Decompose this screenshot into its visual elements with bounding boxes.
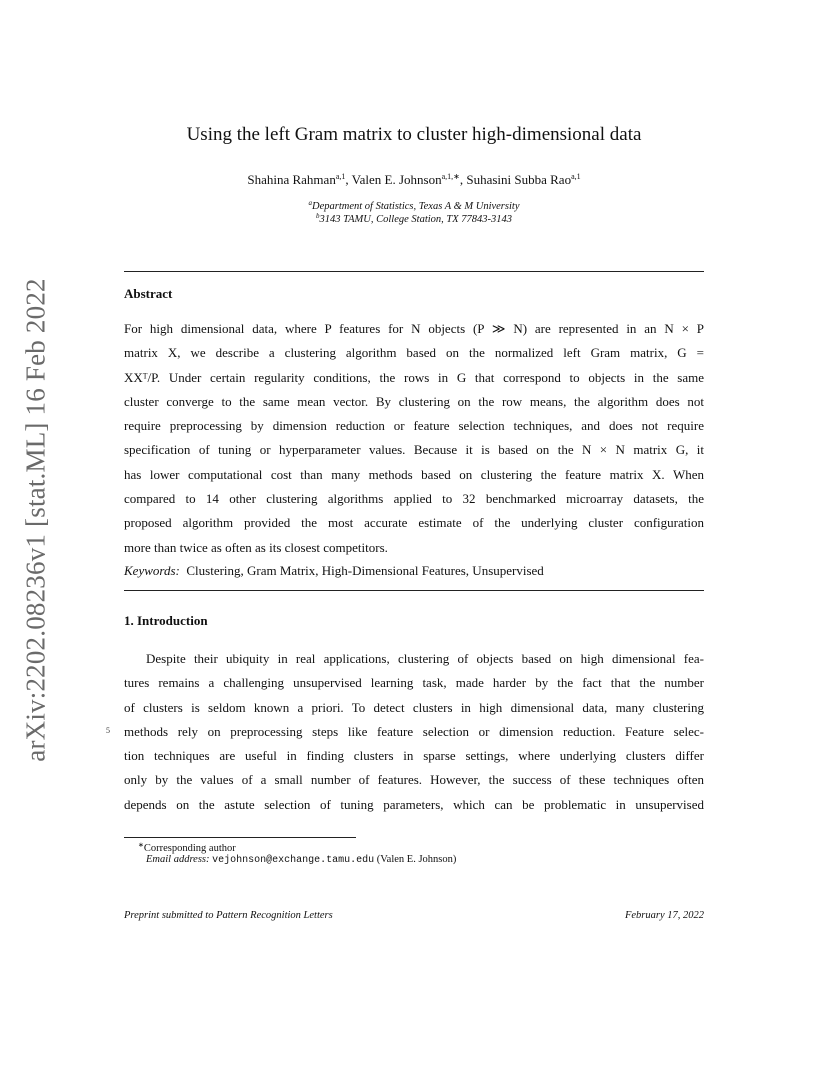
intro-line: tures remains a challenging unsupervised learning task, made harder by the fact that the number — [124, 675, 704, 691]
abstract-bottom-rule — [124, 590, 704, 591]
keywords-list: Clustering, Gram Matrix, High-Dimensional Features, Unsupervised — [186, 563, 544, 578]
preprint-date: February 17, 2022 — [624, 910, 704, 921]
abstract-line: specification of tuning or hyperparameter values. Because it is based on the N × N matrix G, it — [124, 442, 704, 458]
intro-line: methods rely on preprocessing steps like feature selection or dimension reduction. Feature selec- — [124, 723, 704, 739]
abstract-line: proposed algorithm provided the most accurate estimate of the underlying cluster configuration — [124, 515, 704, 531]
affiliation-mark: b — [315, 212, 320, 220]
line-number: 5 — [106, 726, 110, 735]
abstract-line: XXᵀ/P. Under certain regularity conditions, the rows in G that correspond to objects in the same — [124, 369, 704, 385]
affiliation-line — [0, 199, 828, 212]
author-name: Valen E. Johnson — [351, 172, 442, 187]
abstract-line: has lower computational cost than many methods based on clustering the feature matrix X. When — [124, 466, 704, 482]
footnote-email — [146, 854, 456, 866]
email-address-link[interactable]: vejohnson@exchange.tamu.edu — [212, 855, 375, 866]
intro-line: tion techniques are useful in finding clusters in sparse settings, where underlying clusters differ — [124, 748, 704, 764]
author-name: Suhasini Subba Rao — [466, 172, 572, 187]
preprint-note: Preprint submitted to Pattern Recognition Letters — [124, 910, 333, 921]
abstract-body — [124, 317, 704, 560]
affiliation-mark: a — [308, 199, 313, 207]
paper-title: Using the left Gram matrix to cluster high-dimensional data — [186, 124, 642, 145]
affiliation-line — [0, 212, 828, 225]
abstract-heading: Abstract — [124, 286, 173, 301]
abstract-top-rule — [124, 271, 704, 272]
abstract-line: compared to 14 other clustering algorithms applied to 32 benchmarked microarray datasets, the — [124, 491, 704, 507]
abstract-line: For high dimensional data, where P features for N objects (P ≫ N) are represented in an N × P — [124, 321, 704, 336]
keywords — [124, 563, 544, 579]
introduction-body — [124, 647, 704, 817]
author-list: Shahina Rahman$^{a,1}$, Valen E. Johnson$^{a,1,∗}$, Suhasini Subba Rao$^{a,1}$ — [247, 172, 581, 187]
footnote-corresponding — [138, 841, 236, 854]
author-affiliation-mark: a,1,∗ — [441, 172, 460, 181]
author-affiliation-mark: a,1 — [571, 172, 581, 181]
author-name: Shahina Rahman — [247, 172, 336, 187]
affiliation-text: Department of Statistics, Texas A & M University — [312, 201, 520, 212]
email-owner: (Valen E. Johnson) — [376, 854, 457, 865]
footnote-mark: ∗ — [138, 841, 144, 849]
abstract-line: matrix X, we describe a clustering algorithm based on the normalized left Gram matrix, G = — [124, 345, 704, 361]
abstract-line: more than twice as often as its closest competitors. — [124, 539, 388, 555]
intro-line: of clusters is seldom known a priori. To detect clusters in high dimensional data, many clustering — [124, 699, 704, 715]
abstract-line: cluster converge to the same mean vector. By clustering on the row means, the algorithm does not — [124, 393, 704, 409]
footnote-rule — [124, 837, 356, 838]
keywords-label: Keywords: — [124, 563, 180, 578]
intro-line: Despite their ubiquity in real applications, clustering of objects based on high dimensional fea- — [146, 651, 704, 666]
abstract-line: require preprocessing by dimension reduction or feature selection techniques, and does not require — [124, 418, 704, 434]
section-heading-introduction: 1. Introduction — [124, 613, 208, 628]
intro-line: depends on the astute selection of tuning parameters, which can be problematic in unsupervised — [124, 796, 704, 812]
affiliation-text: 3143 TAMU, College Station, TX 77843-3143 — [319, 214, 513, 225]
author-affiliation-mark: a,1 — [335, 172, 346, 181]
email-label: Email address: — [146, 854, 210, 865]
intro-line: only by the values of a small number of features. However, the success of these techniques often — [124, 772, 704, 788]
footnote-corresponding-text: Corresponding author — [143, 843, 236, 854]
arxiv-identifier-stamp: arXiv:2202.08236v1 [stat.ML] 16 Feb 2022 — [20, 278, 51, 762]
